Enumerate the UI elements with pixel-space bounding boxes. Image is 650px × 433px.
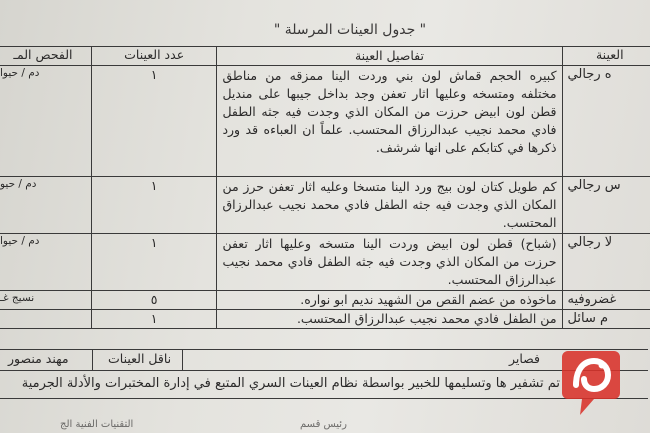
receiver-partial: فصاير (509, 351, 540, 366)
sample-name: م سائل (562, 310, 650, 329)
footer-left: التقنيات الفنية الج (60, 419, 134, 430)
sender-row (0, 349, 648, 371)
divider (0, 398, 648, 399)
carrier-name: مهند منصور (8, 351, 69, 366)
sample-details: ماخوذه من عضم القص من الشهيد نديم ابو نواره. (217, 291, 562, 310)
sample-name: س رجالي (562, 177, 650, 234)
sample-test: نسيج غـ (0, 291, 91, 310)
samples-table (0, 46, 650, 329)
sample-count: ٥ (91, 291, 217, 310)
table-row (0, 66, 650, 177)
sample-name: لا رجالي (562, 234, 650, 291)
table-row (0, 291, 650, 310)
header-count: عدد العينات (91, 47, 217, 66)
sample-count: ١ (91, 310, 217, 329)
divider (92, 350, 93, 370)
sample-details: كم طويل كتان لون بيج ورد الينا متسخا وعليه اثار تعفن حرز من المكان الذي وجدت فيه جثه الطفل فادي محمد نجيب عبدالرزاق المحتسب. (217, 177, 562, 234)
header-details: تفاصيل العينة (217, 47, 562, 66)
table-row (0, 310, 650, 329)
footer-right: رئيس قسم (300, 419, 347, 430)
divider (182, 350, 183, 370)
document-title: " جدول العينات المرسلة " (273, 22, 427, 38)
table-header-row (0, 47, 650, 66)
sample-count: ١ (91, 177, 217, 234)
sample-test (0, 310, 91, 329)
sample-details: (شباح) قطن لون ابيض وردت الينا متسخه وعليها اثار تعفن حرزت من المكان الذي وجدت فيه جثه الطفل فادي محمد نجيب عبدالرزاق المحتسب. (217, 234, 562, 291)
sample-test: دم / حيو (0, 177, 91, 234)
sample-test: دم / حيوا (0, 234, 91, 291)
carrier-label: ناقل العينات (108, 351, 172, 366)
sample-name: غضروفيه (562, 291, 650, 310)
news-agency-logo-icon (560, 345, 622, 419)
table-row (0, 177, 650, 234)
header-test: الفحص المـ (0, 47, 91, 66)
sample-test: دم / حيوا (0, 66, 91, 177)
delivery-note: تم تشفير ها وتسليمها للخبير بواسطة نظام العينات السري المتبع في إدارة المختبرات والأدلة الجرمية (21, 376, 560, 391)
table-row (0, 234, 650, 291)
sample-details: كبيره الحجم قماش لون بني وردت الينا ممزقه من مناطق مختلفه ومتسخه وعليها اثار تعفن وجد بداخل جيبها على منديل قطن لون ابيض حرزت من المكان الذي وجدت فيه جثه الطفل فادي محمد نجيب عبدالرزاق المحتسب. علماً ان العباءه قد ورد ذكرها في كتابكم على انها شرشف. (217, 66, 562, 177)
sample-count: ١ (91, 66, 217, 177)
sample-details: من الطفل فادي محمد نجيب عبدالرزاق المحتسب. (217, 310, 562, 329)
sample-count: ١ (91, 234, 217, 291)
sample-name: ه رجالي (562, 66, 650, 177)
header-sample: العينة (562, 47, 650, 66)
